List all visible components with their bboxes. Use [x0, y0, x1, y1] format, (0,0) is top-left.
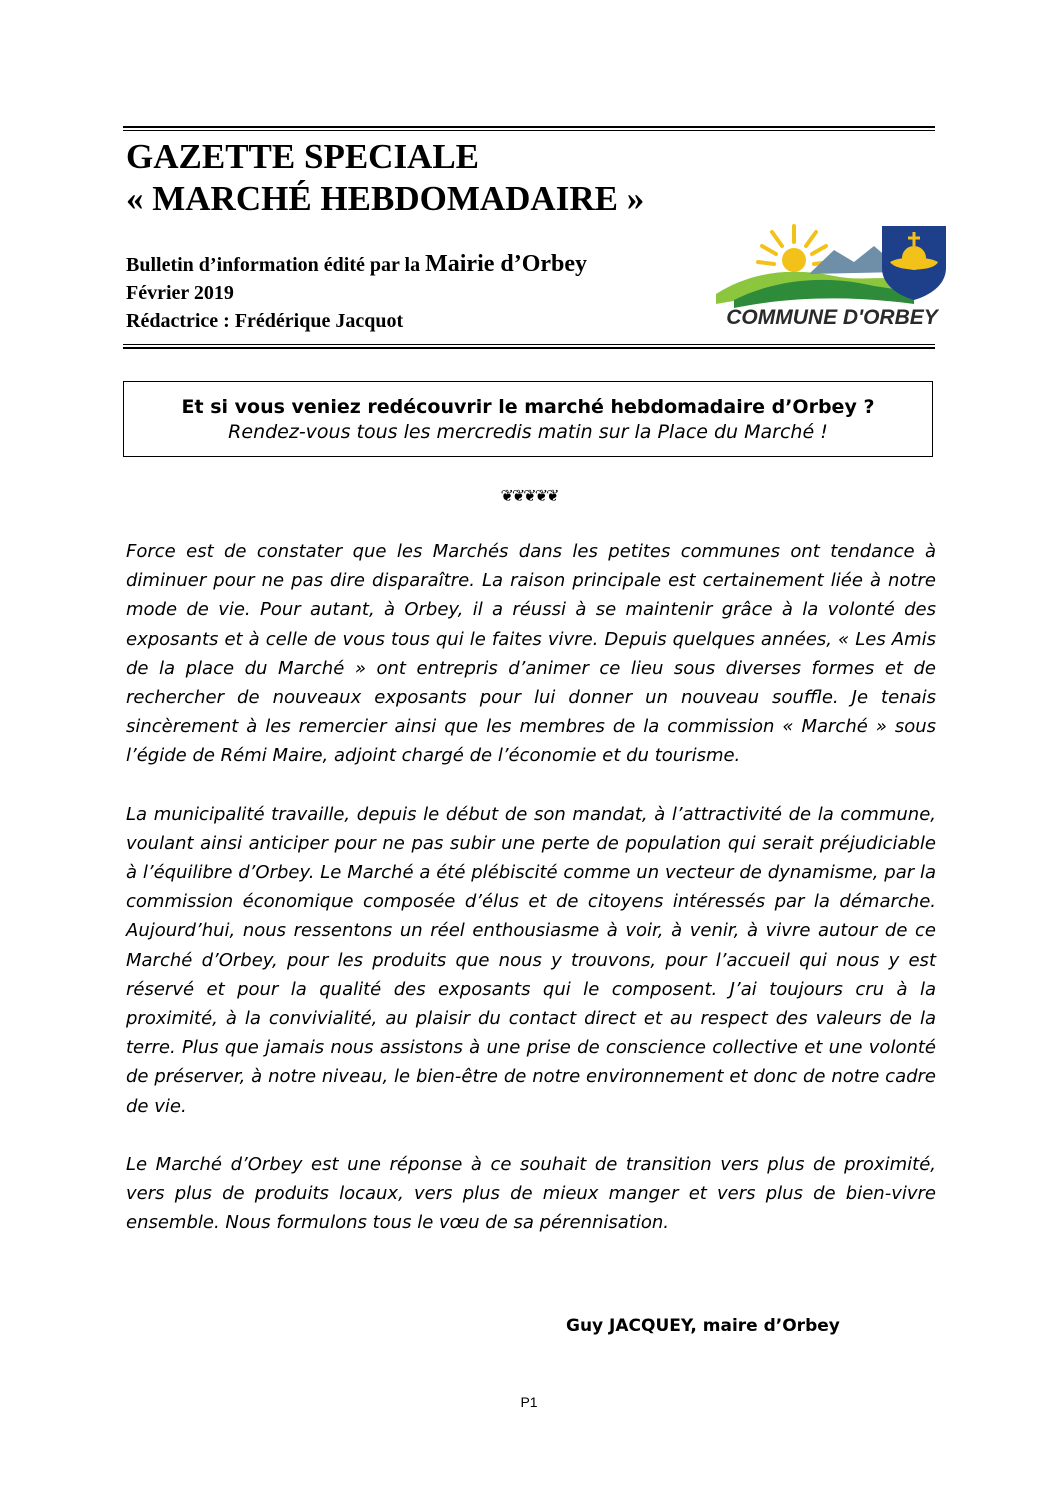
header-divider: [123, 344, 935, 349]
top-rule: [123, 126, 935, 131]
paragraph-1: Force est de constater que les Marchés dans les petites communes ont tendance à diminuer pour ne pas dire disparaître. La raison principale est certainement liée à notre mode de vie. Pour autant, à Orbey, il a réussi à se maintenir grâce à la volonté des exposants et à celle de vous tous qui le faites vivre. Depuis quelques années, « Les Amis de la place du Marché » ont entrepris d’animer ce lieu sous diverses formes et de rechercher de nouveaux exposants pour lui donner un nouveau souffle. Je tenais sincèrement à les remercier ainsi que les membres de la commission « Marché » sous l’égide de Rémi Maire, adjoint chargé de l’économie et du tourisme.: [126, 541, 936, 767]
callout-question: Et si vous veniez redécouvrir le marché hebdomadaire d’Orbey ?: [181, 396, 875, 418]
issue-date: Février 2019: [126, 282, 234, 304]
paragraph-3: Le Marché d’Orbey est une réponse à ce souhait de transition vers plus de proximité, vers plus de produits locaux, vers plus de mieux manger et vers plus de bien-vivre ensemble. Nous formulons tous le vœu de sa pérennisation.: [126, 1153, 936, 1234]
bulletin-prefix: Bulletin d’information édité par la: [126, 254, 426, 276]
title-line-2: « MARCHÉ HEBDOMADAIRE »: [126, 179, 645, 218]
paragraph-2: La municipalité travaille, depuis le début de son mandat, à l’attractivité de la commune, voulant ainsi anticiper pour ne pas subir une perte de population qui serait préjudiciable à l’équilibre d’Orbey. Le Marché a été plébiscité comme un vecteur de dynamisme, par la commission économique composée d’élus et de citoyens intéressés par la démarche. Aujourd’hui, nous ressentons un réel enthousiasme à voir, à venir, à vivre autour de ce Marché d’Orbey, pour les produits que nous y trouvons, pour l’accueil qui nous y est réservé et pour la qualité des exposants qui le composent. J’ai toujours cru à la proximité, à la convivialité, au plaisir du contact direct et au respect des valeurs de la terre. Plus que jamais nous assistons à une prise de conscience collective et une volonté de préserver, à notre niveau, le bien-être de notre environnement et donc de notre cadre de vie.: [126, 803, 936, 1117]
commune-logo: [714, 212, 950, 330]
title-line-1: GAZETTE SPECIALE: [126, 137, 480, 176]
article-body: [126, 537, 936, 1266]
page-number: P1: [520, 1394, 538, 1410]
callout-box: [123, 381, 933, 457]
editor-line: Rédactrice : Frédérique Jacquot: [126, 310, 404, 332]
ornament-divider: ❦❦❦❦❦: [500, 488, 558, 505]
bulletin-line: [126, 250, 587, 279]
mairie-name: Mairie d’Orbey: [425, 251, 588, 277]
page-title: [126, 136, 644, 220]
bulletin-meta: [126, 250, 587, 335]
logo-text: COMMUNE D'ORBEY: [726, 306, 938, 329]
signature: Guy JACQUEY, maire d’Orbey: [566, 1316, 840, 1336]
commune-logo-graphic: [714, 212, 950, 330]
callout-invitation: Rendez-vous tous les mercredis matin sur la Place du Marché !: [228, 421, 828, 443]
